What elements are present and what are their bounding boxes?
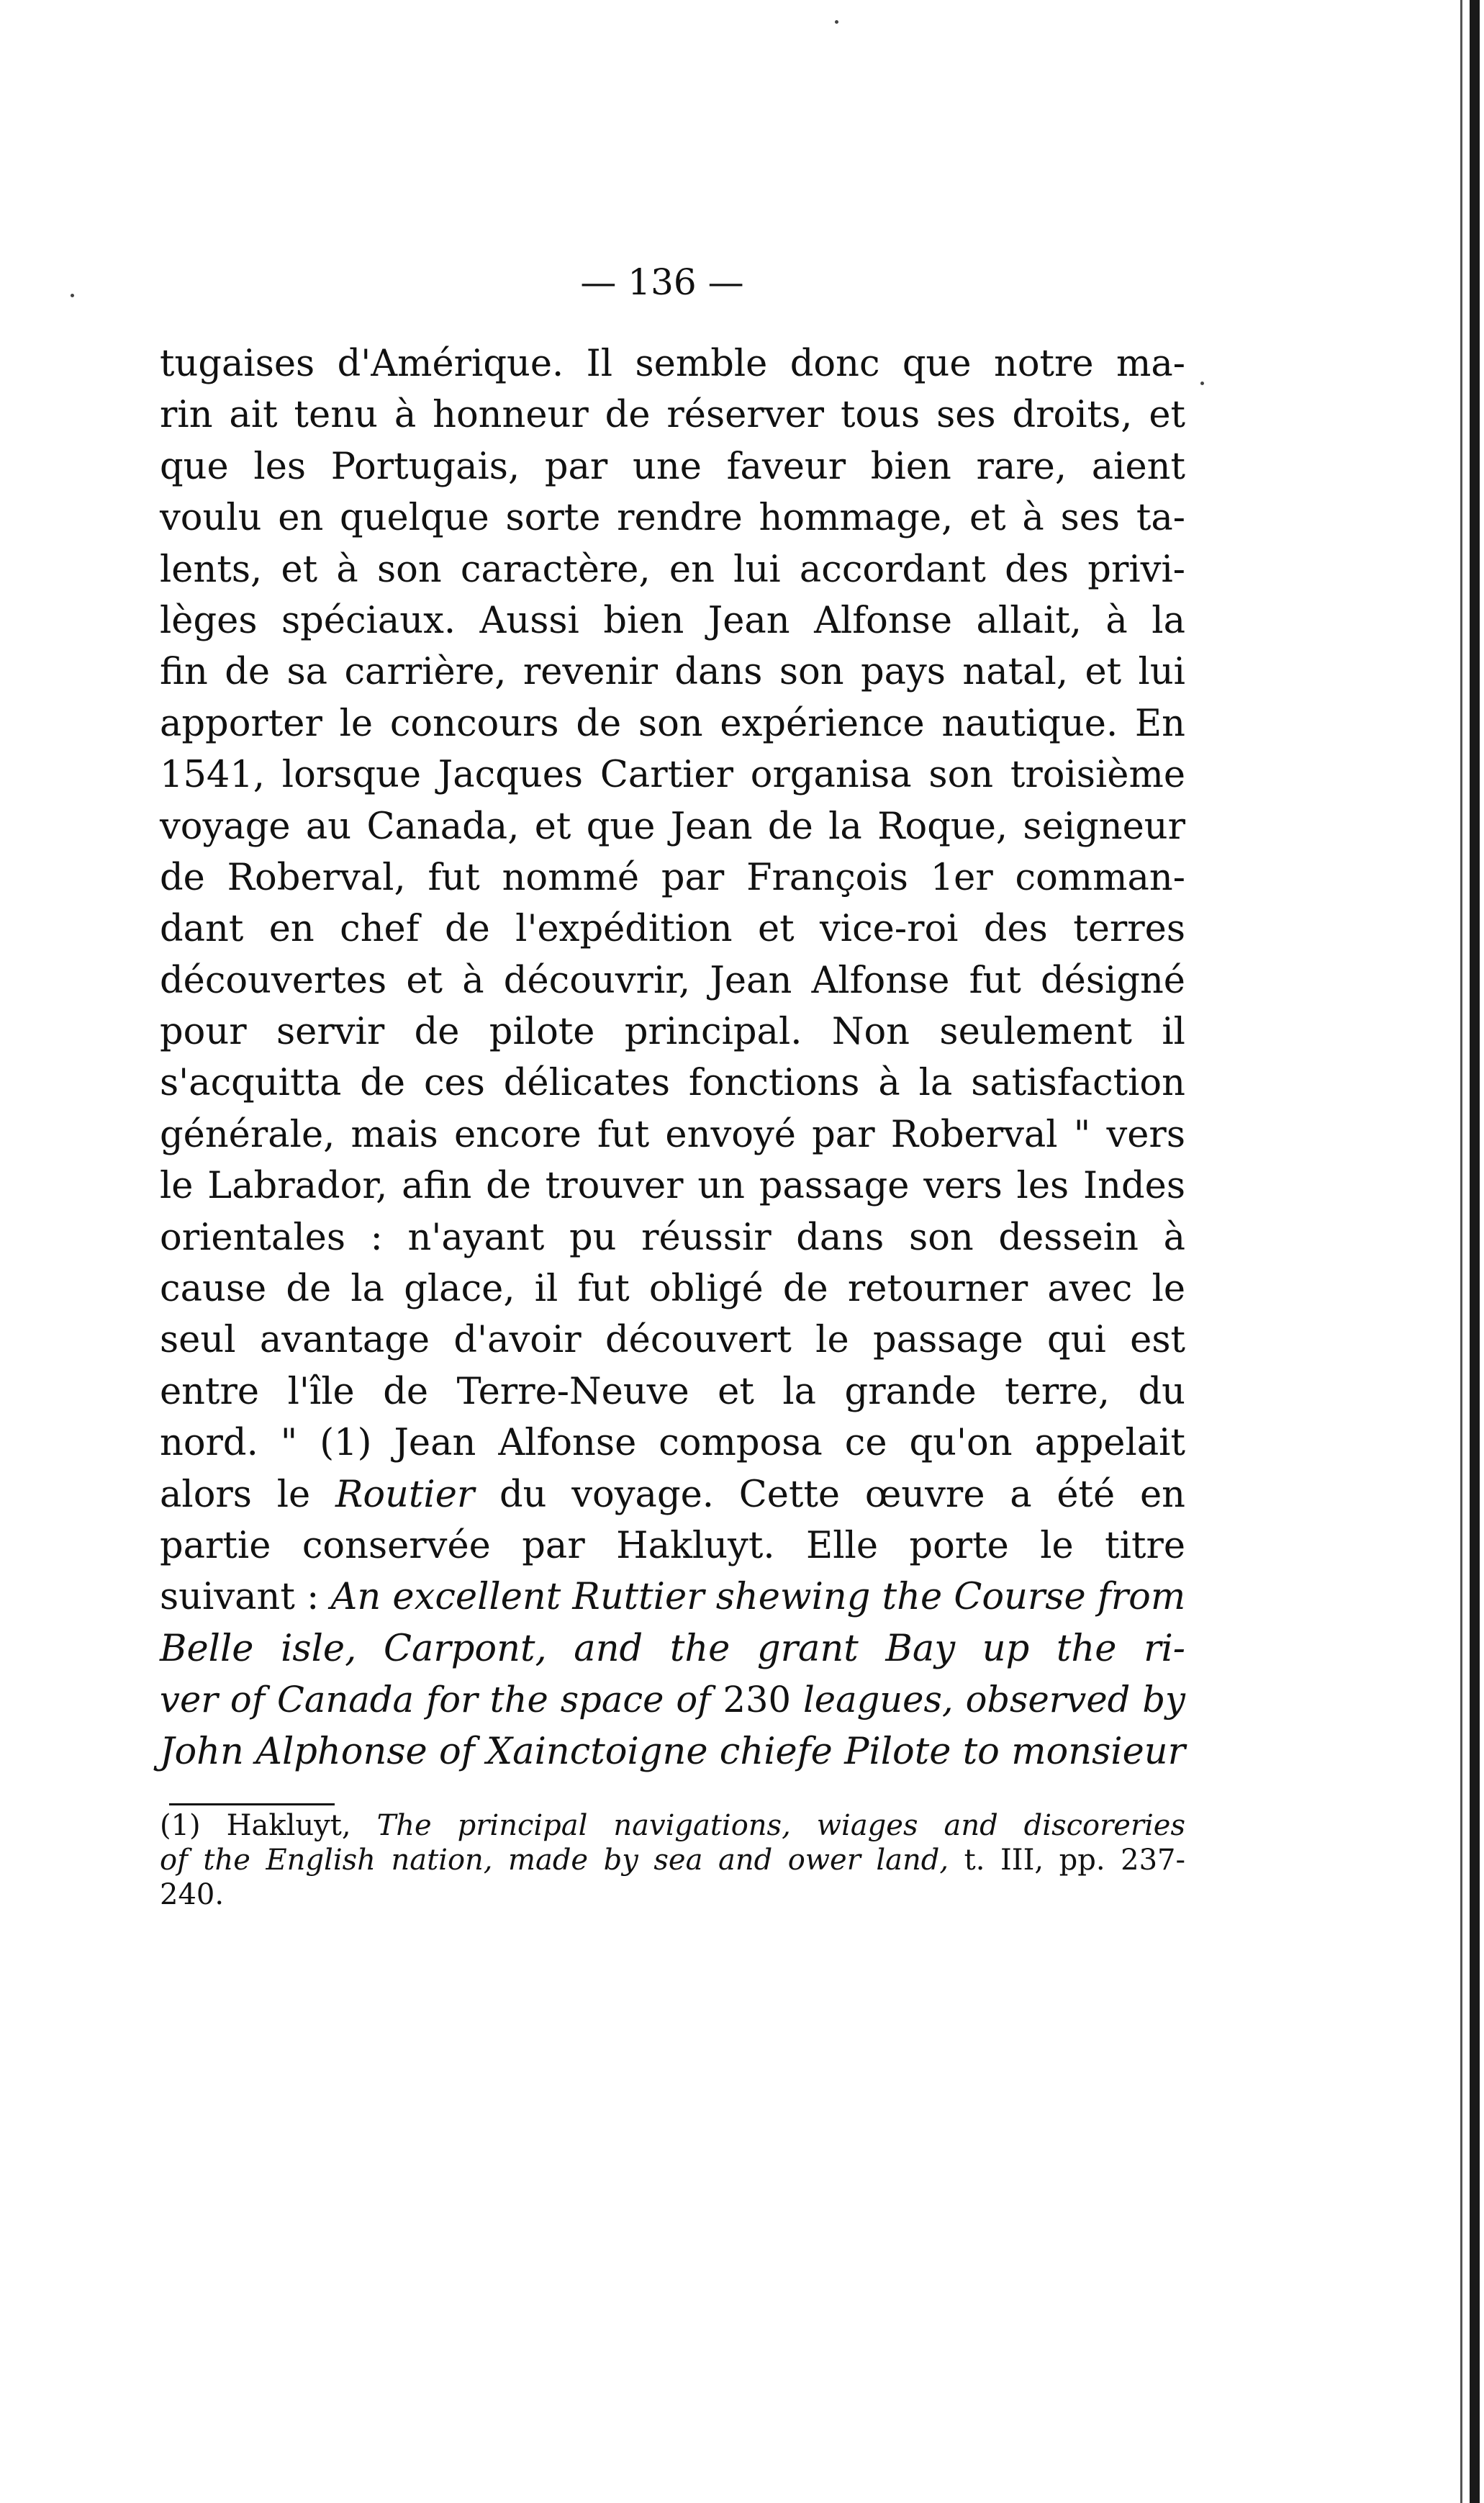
page-number: — 136 — <box>580 261 744 303</box>
text-line: rin ait tenu à honneur de réserver tous ses droits, et <box>160 394 1185 437</box>
dust-speck <box>835 20 838 24</box>
dust-speck <box>1200 382 1204 385</box>
text-line: générale, mais encore fut envoyé par Roberval " vers <box>160 1113 1185 1156</box>
text-line: découvertes et à découvrir, Jean Alfonse fut désigné <box>160 959 1185 1002</box>
text-line: tugaises d'Amérique. Il semble donc que notre ma- <box>160 343 1185 385</box>
footnote-rule <box>169 1803 335 1805</box>
text-line: ver of Canada for the space of 230 leagues, observed by <box>160 1679 1185 1721</box>
text-line: cause de la glace, il fut obligé de retourner avec le <box>160 1268 1185 1311</box>
footnote-line: (1) Hakluyt, The principal navigations, wiages and discoreries <box>160 1809 1185 1842</box>
text-line: orientales : n'ayant pu réussir dans son dessein à <box>160 1216 1185 1259</box>
text-line: 1541, lorsque Jacques Cartier organisa son troisième <box>160 754 1185 797</box>
text-line: que les Portugais, par une faveur bien rare, aient <box>160 445 1185 488</box>
italic-title: John Alphonse of Xainctoigne chiefe Pilote to monsieur <box>160 1730 1185 1773</box>
italic-title: ver of Canada for the space of <box>160 1679 723 1721</box>
text-line <box>160 1623 1185 1674</box>
text-line: le Labrador, afin de trouver un passage vers les Indes <box>160 1165 1185 1208</box>
text-line: de Roberval, fut nommé par François 1er comman- <box>160 856 1185 899</box>
text-line: entre l'île de Terre-Neuve et la grande terre, du <box>160 1370 1185 1413</box>
page-edge-shadow-thin <box>1460 0 1462 2503</box>
italic-title: An excellent Ruttier shewing the Course from <box>330 1576 1186 1619</box>
footnote-line: of the English nation, made by sea and ower land, t. III, pp. 237- <box>160 1844 1185 1877</box>
italic-title: leagues, observed by <box>790 1679 1185 1721</box>
text-line: nord. " (1) Jean Alfonse composa ce qu'on appelait <box>160 1422 1185 1465</box>
text-line: dant en chef de l'expédition et vice-roi des terres <box>160 908 1185 951</box>
text-line: voulu en quelque sorte rendre hommage, et à ses ta- <box>160 497 1185 540</box>
text-line: s'acquitta de ces délicates fonctions à la satisfaction <box>160 1062 1185 1105</box>
body-text <box>160 338 1185 1777</box>
text-line: seul avantage d'avoir découvert le passage qui est <box>160 1319 1185 1362</box>
text-line: pour servir de pilote principal. Non seulement il <box>160 1011 1185 1054</box>
text-line: apporter le concours de son expérience nautique. En <box>160 702 1185 745</box>
italic-title: Routier <box>335 1473 475 1516</box>
footnote-italic: of the English nation, made by sea and ower land, <box>160 1844 949 1877</box>
italic-title: Belle isle, Carpont, and the grant Bay up the ri- <box>160 1627 1185 1670</box>
text-line: suivant : An excellent Ruttier shewing the Course from <box>160 1576 1186 1619</box>
text-line: lents, et à son caractère, en lui accordant des privi- <box>160 548 1185 591</box>
text-line <box>160 1726 1185 1777</box>
footnote-line: 240. <box>160 1878 225 1911</box>
page-edge-shadow <box>1470 0 1480 2503</box>
text-line: voyage au Canada, et que Jean de la Roque, seigneur <box>160 805 1185 848</box>
text-line: lèges spéciaux. Aussi bien Jean Alfonse allait, à la <box>160 599 1185 642</box>
text-line: partie conservée par Hakluyt. Elle porte le titre <box>160 1524 1185 1567</box>
footnote-italic: The principal navigations, wiages and discoreries <box>376 1809 1185 1842</box>
text-line: fin de sa carrière, revenir dans son pays natal, et lui <box>160 651 1185 694</box>
footnote <box>160 1808 1185 1912</box>
text-line: alors le Routier du voyage. Cette œuvre a été en <box>160 1473 1185 1516</box>
